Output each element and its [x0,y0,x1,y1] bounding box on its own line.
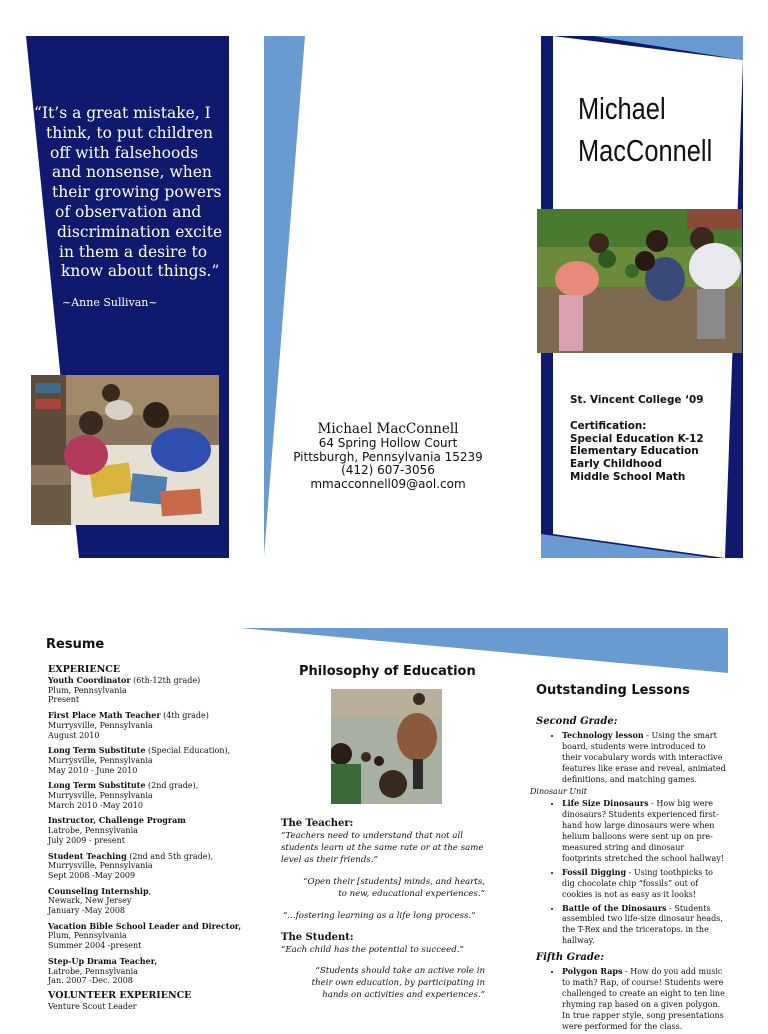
job-title: Student Teaching [48,850,127,861]
job-detail: , [148,886,152,896]
quote-author: ~Anne Sullivan~ [62,296,158,309]
job-title: Instructor, Challenge Program [48,815,186,826]
lesson-desc: - Using the smart board, students were introduced to their vocabulary words with interactive features like erase and reveal, animated definitions, and matching games. [562,730,726,784]
job-detail: (4th grade) [160,711,209,721]
job-detail: (Special Education), [145,746,231,756]
student-quote-2: “Students should take an active role in their own education, by participating in hands on activities and experiences.” [311,966,485,1000]
lesson-desc: - How big were dinosaurs? Students experienced first-hand how large dinosaurs were when helium balloons were sent up on pre-measured string and dinosaur footprints stretched the school hallway! [562,799,724,863]
teacher-quote-3: “...fostering learning as a life long process.” [283,911,476,921]
job-entry [48,887,278,916]
teacher-quote: “Teachers need to understand that not all students learn at the same rate or at the same level as their friends.” [281,831,484,865]
dinosaur-unit-label: Dinosaur Unit [530,787,588,797]
job-entry [48,816,278,845]
contact-city: Pittsburgh, Pennsylvania 15239 [293,449,483,464]
cert-item: Elementary Education [570,445,699,458]
quote-line: think, to put children [46,123,214,142]
job-place: Murrysville, Pennsylvania [48,755,153,765]
sullivan-quote [30,104,225,282]
contact-name: Michael MacConnell [317,421,459,437]
resume-list [48,664,278,1012]
job-dates: Present [48,695,80,705]
teacher-quote-2: “Open their [students] minds, and hearts, to new, educational experiences.” [303,877,485,899]
resume-title: Resume [46,637,105,652]
lesson-item [562,867,726,901]
job-place: Murrysville, Pennsylvania [48,791,153,801]
lesson-item [562,903,726,948]
job-place: Murrysville, Pennsylvania [48,861,153,871]
lesson-title: Battle of the Dinosaurs [562,902,667,913]
volunteer-item: Venture Scout Leader [48,1001,137,1011]
job-detail: (2nd and 5th grade), [126,851,214,861]
quote-line: off with falsehoods [50,143,199,162]
quote-line: discrimination excite [57,222,223,241]
contact-phone: (412) 607-3056 [341,463,435,477]
credentials [570,394,704,484]
job-place: Newark, New Jersey [48,896,132,906]
job-title: Long Term Substitute [48,780,146,791]
lesson-title: Polygon Raps [562,966,623,977]
quote-line: and nonsense, when [52,163,212,182]
lesson-title: Life Size Dinosaurs [562,798,649,809]
job-title: Youth Coordinator [48,675,131,685]
job-entry [48,711,278,740]
cover-first-name: Michael [578,91,666,126]
lesson-desc: - How do you add music to math? Rap, of course! Students were challenged to create an eight to ten line rhyming rap based on a given polygon. In true rapper style, song presentations were performed for the class. [562,967,725,1031]
lessons-title: Outstanding Lessons [536,683,690,698]
lesson-item [562,730,726,786]
teacher-costume-photo [331,689,442,804]
lesson-title: Fossil Digging [562,866,627,877]
cover-last-name: MacConnell [578,133,713,168]
quote-line: in them a desire to [59,242,208,261]
teacher-heading: The Teacher: [281,818,354,829]
cert-label: Certification: [570,419,647,432]
job-place: Latrobe, Pennsylvania [48,966,138,976]
children-reading-photo [31,375,219,525]
second-grade-heading: Second Grade: [536,716,618,727]
student-quote: “Each child has the potential to succeed.” [281,945,464,955]
garden-children-photo [537,209,742,353]
contact-email: mmacconnell09@aol.com [310,476,466,491]
job-entry [48,852,278,881]
philosophy-text [281,818,489,1001]
job-title: Counseling Internship [48,885,149,896]
fifth-grade-heading: Fifth Grade: [536,952,604,964]
job-title: Step-Up Drama Teacher, [48,955,158,966]
job-dates: Sept 2008 -May 2009 [48,870,136,880]
job-dates: January -May 2008 [48,906,126,916]
job-dates: August 2010 [48,730,100,740]
second-grade-list [536,730,726,786]
cert-item: Early Childhood [570,458,662,471]
job-dates: Jan. 2007 -Dec. 2008 [48,976,133,986]
cert-item: Middle School Math [570,470,686,483]
job-place: Plum, Pennsylvania [48,685,127,695]
contact-street: 64 Spring Hollow Court [318,436,458,450]
job-entry [48,957,278,986]
cover-name [578,88,712,172]
job-title: Vacation Bible School Leader and Director, [48,920,242,931]
college: St. Vincent College ‘09 [570,394,704,406]
lessons-list [530,716,726,1034]
job-entry [48,922,278,951]
job-entry [48,746,278,775]
lesson-desc: - Using toothpicks to dig chocolate chip “fossils” out of cookies is not as easy as it looks! [562,867,713,899]
lesson-item [562,966,726,1032]
job-entry [48,781,278,810]
contact-info [272,421,504,491]
job-title: First Place Math Teacher [48,710,161,721]
job-place: Latrobe, Pennsylvania [48,826,138,836]
job-dates: July 2009 - present [48,835,126,845]
cert-item: Special Education K-12 [570,432,704,445]
job-dates: March 2010 -May 2010 [48,800,143,810]
job-detail: (2nd grade), [145,781,199,791]
lesson-title: Technology lesson [562,729,644,740]
dinosaur-list [536,798,726,947]
job-place: Plum, Pennsylvania [48,931,127,941]
quote-line: know about things.” [61,262,220,281]
lesson-desc: - Students assembled two life-size dinosaur heads, the T-Rex and the triceratops. in the hallway. [562,903,723,946]
fifth-grade-list [536,966,726,1032]
experience-heading: EXPERIENCE [48,664,121,675]
job-title: Long Term Substitute [48,745,146,756]
job-dates: May 2010 - June 2010 [48,765,138,775]
job-detail: (6th-12th grade) [130,676,201,685]
student-heading: The Student: [281,932,354,943]
job-place: Murrysville, Pennsylvania [48,720,153,730]
volunteer-heading: VOLUNTEER EXPERIENCE [48,989,192,1001]
job-entry [48,676,278,705]
philosophy-title: Philosophy of Education [299,664,476,679]
quote-line: of observation and [55,202,202,221]
quote-line: “It’s a great mistake, I [34,104,211,122]
lesson-item [562,798,726,864]
job-dates: Summer 2004 -present [48,941,142,951]
quote-line: their growing powers [52,183,222,202]
